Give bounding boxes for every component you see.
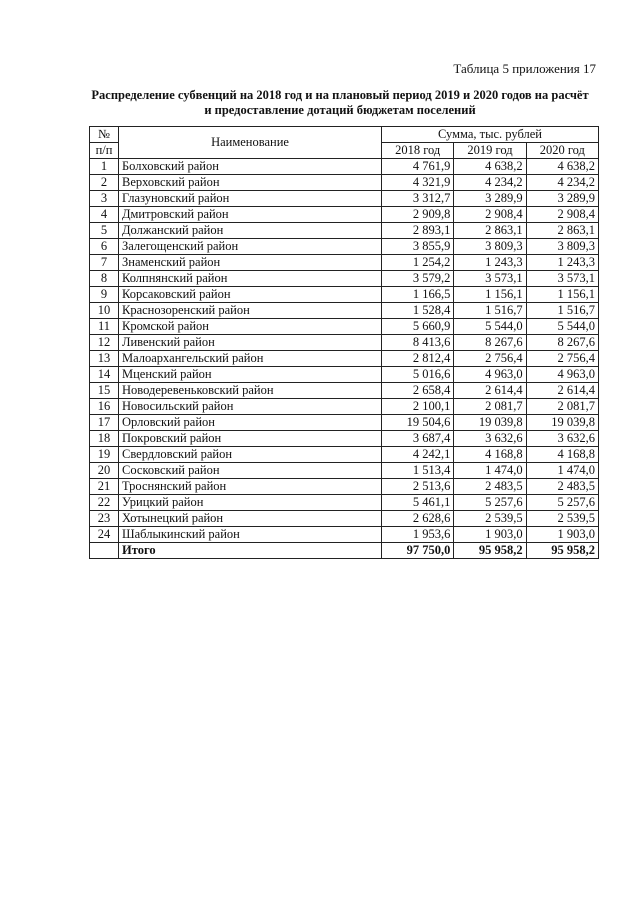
- document-title: [60, 88, 620, 118]
- row-value-2018: 4 761,9: [382, 159, 454, 175]
- total-row: [90, 543, 599, 559]
- row-value-2018: 3 687,4: [382, 431, 454, 447]
- row-value-2019: 5 257,6: [454, 495, 526, 511]
- row-value-2020: 1 156,1: [526, 287, 598, 303]
- row-value-2019: 1 903,0: [454, 527, 526, 543]
- total-label: Итого: [119, 543, 382, 559]
- row-value-2019: 1 474,0: [454, 463, 526, 479]
- row-name: Орловский район: [119, 415, 382, 431]
- row-name: Новодеревеньковский район: [119, 383, 382, 399]
- row-value-2019: 1 243,3: [454, 255, 526, 271]
- row-value-2019: 5 544,0: [454, 319, 526, 335]
- title-line-1: Распределение субвенций на 2018 год и на плановый период 2019 и 2020 годов на расчёт: [91, 88, 589, 102]
- row-value-2018: 2 100,1: [382, 399, 454, 415]
- row-name: Должанский район: [119, 223, 382, 239]
- row-name: Хотынецкий район: [119, 511, 382, 527]
- table-row: [90, 495, 599, 511]
- row-name: Кромской район: [119, 319, 382, 335]
- row-number: 4: [90, 207, 119, 223]
- row-number: 1: [90, 159, 119, 175]
- row-name: Малоархангельский район: [119, 351, 382, 367]
- row-name: Залегощенский район: [119, 239, 382, 255]
- row-value-2019: 2 756,4: [454, 351, 526, 367]
- total-2018: 97 750,0: [382, 543, 454, 559]
- row-value-2019: 19 039,8: [454, 415, 526, 431]
- row-number: 10: [90, 303, 119, 319]
- row-name: Новосильский район: [119, 399, 382, 415]
- column-header-2018: 2018 год: [382, 143, 454, 159]
- row-value-2020: 1 903,0: [526, 527, 598, 543]
- row-value-2020: 5 544,0: [526, 319, 598, 335]
- row-value-2018: 3 855,9: [382, 239, 454, 255]
- row-value-2018: 3 312,7: [382, 191, 454, 207]
- row-number: 20: [90, 463, 119, 479]
- row-value-2018: 2 812,4: [382, 351, 454, 367]
- total-2019: 95 958,2: [454, 543, 526, 559]
- row-value-2020: 2 908,4: [526, 207, 598, 223]
- row-value-2018: 2 513,6: [382, 479, 454, 495]
- row-value-2018: 1 953,6: [382, 527, 454, 543]
- row-name: Корсаковский район: [119, 287, 382, 303]
- row-value-2019: 1 516,7: [454, 303, 526, 319]
- row-value-2020: 19 039,8: [526, 415, 598, 431]
- table-row: [90, 511, 599, 527]
- row-value-2019: 4 234,2: [454, 175, 526, 191]
- row-value-2018: 4 242,1: [382, 447, 454, 463]
- table-row: [90, 223, 599, 239]
- row-value-2018: 5 461,1: [382, 495, 454, 511]
- row-value-2019: 1 156,1: [454, 287, 526, 303]
- row-value-2020: 3 573,1: [526, 271, 598, 287]
- table-row: [90, 271, 599, 287]
- table-row: [90, 303, 599, 319]
- title-line-2: и предоставление дотаций бюджетам поселений: [204, 103, 476, 117]
- table-row: [90, 175, 599, 191]
- row-value-2018: 5 660,9: [382, 319, 454, 335]
- row-value-2020: 2 081,7: [526, 399, 598, 415]
- column-header-2019: 2019 год: [454, 143, 526, 159]
- row-name: Дмитровский район: [119, 207, 382, 223]
- row-value-2020: 2 756,4: [526, 351, 598, 367]
- row-name: Свердловский район: [119, 447, 382, 463]
- row-name: Мценский район: [119, 367, 382, 383]
- table-row: [90, 159, 599, 175]
- row-value-2020: 4 234,2: [526, 175, 598, 191]
- row-value-2019: 2 614,4: [454, 383, 526, 399]
- row-number: 24: [90, 527, 119, 543]
- row-name: Покровский район: [119, 431, 382, 447]
- row-name: Урицкий район: [119, 495, 382, 511]
- table-row: [90, 447, 599, 463]
- table-row: [90, 255, 599, 271]
- row-value-2019: 2 908,4: [454, 207, 526, 223]
- column-header-sum: Сумма, тыс. рублей: [382, 127, 599, 143]
- row-value-2018: 2 658,4: [382, 383, 454, 399]
- row-value-2019: 2 081,7: [454, 399, 526, 415]
- column-header-num-bottom: п/п: [90, 143, 119, 159]
- table-row: [90, 207, 599, 223]
- table-row: [90, 399, 599, 415]
- row-name: Знаменский район: [119, 255, 382, 271]
- row-value-2018: 1 513,4: [382, 463, 454, 479]
- row-name: Верховский район: [119, 175, 382, 191]
- table-reference: Таблица 5 приложения 17: [453, 61, 596, 76]
- row-name: Колпнянский район: [119, 271, 382, 287]
- row-value-2019: 2 483,5: [454, 479, 526, 495]
- table-row: [90, 239, 599, 255]
- row-value-2019: 3 289,9: [454, 191, 526, 207]
- row-number: 14: [90, 367, 119, 383]
- row-value-2019: 2 863,1: [454, 223, 526, 239]
- row-value-2018: 4 321,9: [382, 175, 454, 191]
- table-row: [90, 351, 599, 367]
- table-row: [90, 287, 599, 303]
- table-row: [90, 463, 599, 479]
- row-value-2019: 2 539,5: [454, 511, 526, 527]
- row-value-2020: 8 267,6: [526, 335, 598, 351]
- column-header-num-top: №: [90, 127, 119, 143]
- row-name: Глазуновский район: [119, 191, 382, 207]
- row-number: 22: [90, 495, 119, 511]
- row-value-2018: 19 504,6: [382, 415, 454, 431]
- row-number: 8: [90, 271, 119, 287]
- total-2020: 95 958,2: [526, 543, 598, 559]
- row-value-2020: 3 289,9: [526, 191, 598, 207]
- row-value-2020: 4 963,0: [526, 367, 598, 383]
- row-value-2019: 4 168,8: [454, 447, 526, 463]
- row-name: Шаблыкинский район: [119, 527, 382, 543]
- row-name: Болховский район: [119, 159, 382, 175]
- row-value-2018: 3 579,2: [382, 271, 454, 287]
- row-value-2020: 2 614,4: [526, 383, 598, 399]
- row-value-2018: 2 909,8: [382, 207, 454, 223]
- row-number: 16: [90, 399, 119, 415]
- row-value-2019: 8 267,6: [454, 335, 526, 351]
- table-row: [90, 527, 599, 543]
- row-value-2020: 4 168,8: [526, 447, 598, 463]
- column-header-2020: 2020 год: [526, 143, 598, 159]
- row-number: 21: [90, 479, 119, 495]
- row-value-2018: 1 528,4: [382, 303, 454, 319]
- row-value-2020: 2 539,5: [526, 511, 598, 527]
- row-value-2018: 2 628,6: [382, 511, 454, 527]
- row-number: 12: [90, 335, 119, 351]
- row-value-2018: 5 016,6: [382, 367, 454, 383]
- table-row: [90, 367, 599, 383]
- row-number: 7: [90, 255, 119, 271]
- row-value-2018: 8 413,6: [382, 335, 454, 351]
- total-num-cell: [90, 543, 119, 559]
- row-name: Ливенский район: [119, 335, 382, 351]
- row-value-2020: 4 638,2: [526, 159, 598, 175]
- row-number: 11: [90, 319, 119, 335]
- row-name: Сосковский район: [119, 463, 382, 479]
- row-value-2019: 3 573,1: [454, 271, 526, 287]
- column-header-name: Наименование: [119, 127, 382, 159]
- row-value-2020: 1 243,3: [526, 255, 598, 271]
- row-value-2020: 3 632,6: [526, 431, 598, 447]
- row-value-2020: 2 863,1: [526, 223, 598, 239]
- row-value-2020: 2 483,5: [526, 479, 598, 495]
- row-number: 2: [90, 175, 119, 191]
- table-row: [90, 415, 599, 431]
- table-row: [90, 335, 599, 351]
- row-value-2018: 1 254,2: [382, 255, 454, 271]
- table-row: [90, 191, 599, 207]
- row-value-2020: 1 516,7: [526, 303, 598, 319]
- row-value-2020: 1 474,0: [526, 463, 598, 479]
- row-number: 17: [90, 415, 119, 431]
- subsidies-table: [89, 126, 599, 559]
- row-value-2020: 3 809,3: [526, 239, 598, 255]
- row-name: Троснянский район: [119, 479, 382, 495]
- header-row: [90, 127, 599, 143]
- row-number: 23: [90, 511, 119, 527]
- row-number: 5: [90, 223, 119, 239]
- row-number: 13: [90, 351, 119, 367]
- row-number: 9: [90, 287, 119, 303]
- row-name: Краснозоренский район: [119, 303, 382, 319]
- row-value-2019: 3 632,6: [454, 431, 526, 447]
- row-value-2018: 1 166,5: [382, 287, 454, 303]
- row-value-2019: 3 809,3: [454, 239, 526, 255]
- row-number: 6: [90, 239, 119, 255]
- row-value-2020: 5 257,6: [526, 495, 598, 511]
- row-number: 15: [90, 383, 119, 399]
- row-value-2018: 2 893,1: [382, 223, 454, 239]
- table-row: [90, 319, 599, 335]
- table-row: [90, 431, 599, 447]
- row-value-2019: 4 638,2: [454, 159, 526, 175]
- table-row: [90, 479, 599, 495]
- row-number: 19: [90, 447, 119, 463]
- table-row: [90, 383, 599, 399]
- row-number: 3: [90, 191, 119, 207]
- row-number: 18: [90, 431, 119, 447]
- row-value-2019: 4 963,0: [454, 367, 526, 383]
